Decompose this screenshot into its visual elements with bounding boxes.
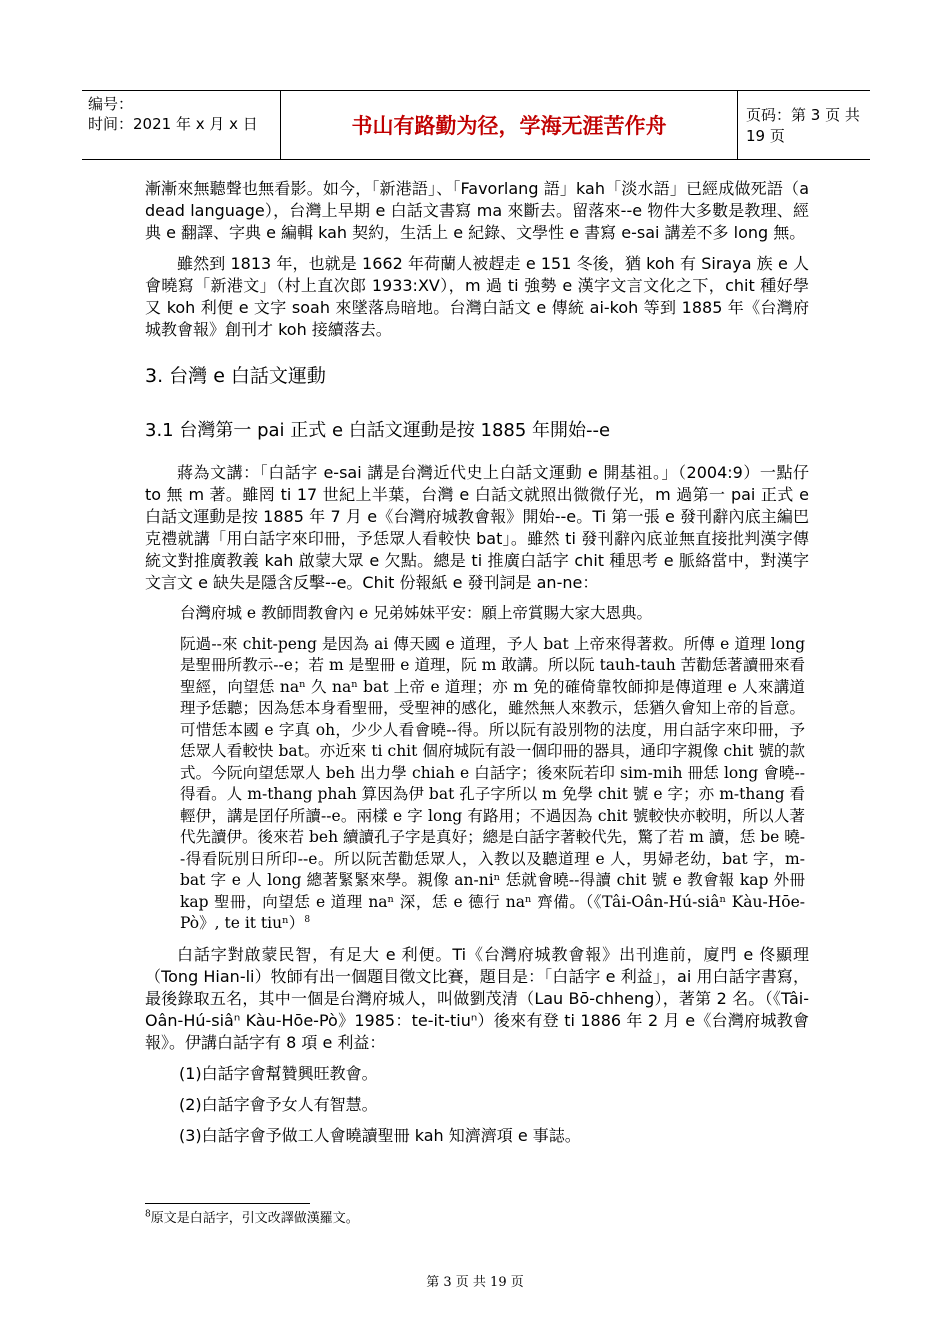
footnote-divider [145,1203,310,1204]
footnote-reference: 8 [304,914,311,925]
list-item: (3)白話字會予做工人會曉讀聖冊 kah 知濟濟項 e 事誌。 [179,1125,581,1145]
paragraph-3: 蔣為文講：「白話字 e-sai 講是台灣近代史上白話文運動 e 開基祖。」（2004:9）一點仔 to 無 m 著。雖罔 ti 17 世紀上半葉，台灣 e 白話文就照出微微仔光，m 過第一 pai 正式 e 白話文運動是按 1885 年 7 月 e《台灣府城教會報》開始--e。Ti 第一張 e 發刊辭內底主編巴克禮就講「用白話字來印冊，予恁眾人看較快 bat」。雖然 ti 發刊辭內底並無直接批判漢字傳統文對推廣教義 kah 啟蒙大眾 e 欠點。總是 ti 推廣白話字 chit 種思考 e 脈絡當中，對漢字文言文 e 缺失是隱含反擊--e。Chit 份報紙 e 發刊詞是 an-ne： [145,463,809,592]
quote-line-1: 台灣府城 e 教師問教會內 e 兄弟姊妹平安：願上帝賞賜大家大恩典。 [180,604,653,622]
header-motto: 书山有路勤为径，学海无涯苦作舟 [280,91,738,159]
paragraph-2: 雖然到 1813 年，也就是 1662 年荷蘭人被趕走 e 151 冬後，猶 koh 有 Siraya 族 e 人會曉寫「新港文」（村上直次郎 1933:XV），m 過 ti 強勢 e 漢字文言文化之下，chit 種好學又 koh 利便 e 文字 soah 來墜落烏暗地。台灣白話文 e 傳統 ai-koh 等到 1885 年《台灣府城教會報》創刊才 koh 接續落去。 [145,254,809,339]
document-body [145,178,809,1156]
footnote-mark: 8 [145,1209,151,1220]
section-heading: 3. 台灣 e 白話文運動 [145,365,326,387]
quote-paragraph-2 [180,634,805,935]
footnote [145,1210,359,1228]
number-label: 编号： [88,95,134,113]
benefits-list [145,1063,809,1147]
paragraph-1: 漸漸來無聽聲也無看影。如今，「新港語」、「Favorlang 語」kah「淡水語」已經成做死語（a dead language），台灣上早期 e 白話文書寫 ma 來斷去。留落來--e 物件大多數是教理、經典 e 翻譯、字典 e 編輯 kah 契約，生活上 e 紀錄、文學性 e 書寫 e-sai 講差不多 long 無。 [145,179,809,242]
list-item: (1)白話字會幫贊興旺教會。 [179,1063,378,1083]
header-page-info: 页码：第 3 页 共 19 页 [746,106,860,145]
block-quote [145,603,805,935]
subsection-heading: 3.1 台灣第一 pai 正式 e 白話文運動是按 1885 年開始--e [145,420,611,441]
list-item: (2)白話字會予女人有智慧。 [179,1094,378,1114]
quote-text: 阮過--來 chit-peng 是因為 ai 傳天國 e 道理，予人 bat 上帝來得著救。所傳 e 道理 long 是聖冊所教示--e；若 m 是聖冊 e 道理，阮 m 敢講。所以阮 tauh-tauh 苦勸恁著讀冊來看聖經，向望恁 naⁿ 久 naⁿ bat 上帝 e 道理；亦 m 免的確倚靠牧師抑是傳道理 e 人來講道理予恁聽；因為恁本身看聖冊，受聖神的感化，雖然無人來教示，恁猶久會知上帝的旨意。可惜恁本國 e 字真 oh，少少人看會曉--得。所以阮有設別物的法度，用白話字來印冊，予恁眾人看較快 bat。亦近來 ti chit 個府城阮有設一個印冊的器具，通印字親像 chit 號的款式。今阮向望恁眾人 beh 出力學 chiah e 白話字；後來阮若印 sim-mih 冊恁 long 會曉--得看。人 m-thang phah 算因為伊 bat 孔子字所以 m 免學 chit 號 e 字；亦 m-thang 看輕伊，講是囝仔所讀--e。兩樣 e 字 long 有路用；不過因為 chit 號較快亦較明，所以人著代先讀伊。後來若 beh 續讀孔子字是真好；總是白話字著較代先，驚了若 m 讀，恁 be 曉--得看阮別日所印--e。所以阮苦勸恁眾人，入教以及聽道理 e 人，男婦老幼，bat 字，m-bat 字 e 人 long 總著緊緊來學。親像 an-niⁿ 恁就會曉--得讀 chit 號 e 教會報 kap 外冊 kap 聖冊，向望恁 e 道理 naⁿ 深，恁 e 德行 naⁿ 齊備。（《Tâi-Oân-Hú-siâⁿ Kàu-Hōe-Pò》, te it tiuⁿ） [180,634,805,932]
header-meta [82,91,280,159]
page-header [82,90,870,160]
paragraph-4: 白話字對啟蒙民智，有足大 e 利便。Ti《台灣府城教會報》出刊進前，廈門 e 佟顯理（Tong Hian-li）牧師有出一個題目徵文比賽，題目是：「白話字 e 利益」，ai 用白話字書寫，最後錄取五名，其中一個是台灣府城人，叫做劉茂清（Lau Bō-chheng），著第 2 名。（《Tâi-Oân-Hú-siâⁿ Kàu-Hōe-Pò》1985：te-it-tiuⁿ）後來有登 ti 1886 年 2 月 e《台灣府城教會報》。伊講白話字有 8 項 e 利益： [145,944,809,1052]
time-label: 时间：2021 年 x 月 x 日 [88,115,258,133]
page-footer: 第 3 页 共 19 页 [426,1275,524,1290]
footnote-text: 原文是白話字，引文改譯做漢羅文。 [150,1211,359,1226]
